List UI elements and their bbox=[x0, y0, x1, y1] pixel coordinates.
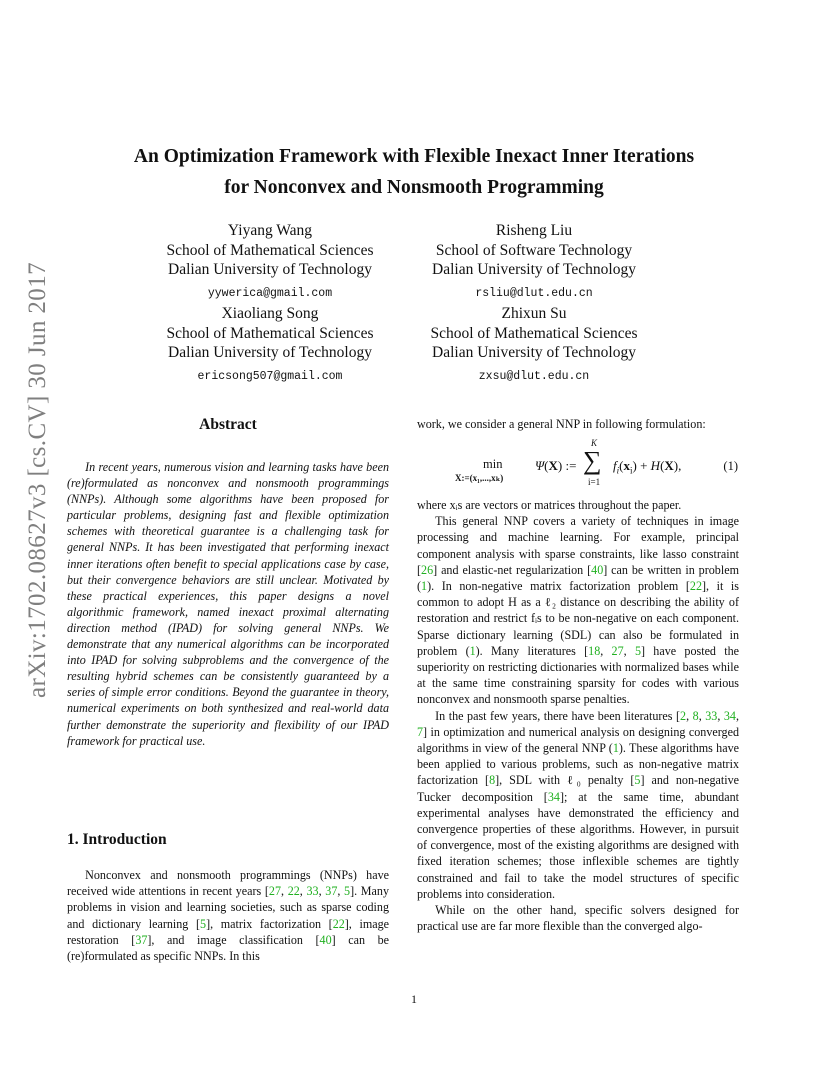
citation-link[interactable]: 34 bbox=[723, 708, 736, 723]
citation-link[interactable]: 33 bbox=[705, 708, 718, 723]
introduction-body bbox=[67, 867, 389, 964]
equation-ref-link[interactable]: 1 bbox=[612, 741, 619, 756]
citation-link[interactable]: 5 bbox=[634, 773, 641, 788]
eq-sum-symbol: ∑ bbox=[583, 446, 602, 475]
author-affiliation: School of Mathematical Sciences bbox=[430, 324, 638, 342]
citation-link[interactable]: 26 bbox=[421, 562, 434, 577]
eq-sum-upper: K bbox=[591, 438, 598, 448]
paragraph: In the past few years, there have been literatures [2, 8, 33, 34, 7] in optimization and numerical analysis on designing converged algorithms in view of the general NNP (1). These algorithms have been applied to various problems, such as non-negative matrix factorization [8], SDL with ℓ₀ penalty [5] and non-negative Tucker decomposition [34]; at the same time, abundant experimental analyses have demonstrated the efficiency and convergence properties of these algorithms. However, in pursuit of convergence, most of the existing algorithms are designed with fixed iteration schemes; those inflexible schemes are tightly constrained and fail to take the model structures of specific problems into consideration. bbox=[417, 708, 740, 901]
citation-link[interactable]: 33 bbox=[306, 884, 319, 899]
citation-link[interactable]: 34 bbox=[547, 789, 560, 804]
citation-link[interactable]: 5 bbox=[200, 916, 207, 931]
eq-rhs: $f_i(x_i) + H(X)$, bbox=[613, 458, 682, 476]
abstract-heading: Abstract bbox=[199, 416, 257, 433]
citation-link[interactable]: 2 bbox=[680, 708, 687, 723]
abstract-body: In recent years, numerous vision and learning tasks have been (re)formulated as nonconvex and nonsmooth programmings (NNPs). Although some algorithms have been proposed for particular problems, designing fast and flexible optimization schemes with theoretical guarantee is a challenging task for general NNPs. It has been investigated that performing inexact inner iterations often benefit to special applications case by case, but their convergence behaviors are still unclear. Motivated by these practical experiences, this paper designs a novel algorithmic framework, named inexact proximal alternating direction method (IPAD) for solving general NNPs. We demonstrate that any numerical algorithms can be incorporated into IPAD for solving subproblems and the convergence of the resulting hybrid schemes can be consistently guaranteed by a series of simple error conditions. Beyond the guarantee in theory, numerical experiments on both synthesized and real-world data further demonstrate the superiority and flexibility of our IPAD framework for practical use. bbox=[67, 460, 389, 748]
author-affiliation: School of Mathematical Sciences bbox=[166, 241, 374, 259]
author-block-3 bbox=[152, 304, 388, 386]
equation-number: (1) bbox=[723, 459, 738, 473]
paragraph: where xᵢs are vectors or matrices throughout the paper. bbox=[417, 498, 682, 512]
author-affiliation: School of Software Technology bbox=[435, 241, 633, 259]
equation-ref-link[interactable]: 1 bbox=[469, 643, 476, 658]
citation-link[interactable]: 37 bbox=[325, 884, 338, 899]
right-column-body bbox=[417, 497, 739, 934]
author-name: Yiyang Wang bbox=[227, 222, 313, 239]
equation-1 bbox=[455, 438, 745, 494]
author-block-2 bbox=[416, 221, 652, 303]
eq-min-operator: min bbox=[483, 457, 503, 471]
author-email: yywerica@gmail.com bbox=[207, 286, 333, 300]
title-line-1: An Optimization Framework with Flexible Inexact Inner Iterations bbox=[133, 146, 695, 167]
eq-lhs: Ψ(X) := bbox=[535, 458, 577, 473]
author-email: rsliu@dlut.edu.cn bbox=[475, 286, 593, 300]
equation-ref-link[interactable]: 1 bbox=[421, 579, 428, 594]
eq-min-subscript: X:=(x₁,...,xₖ) bbox=[455, 473, 504, 483]
citation-link[interactable]: 22 bbox=[332, 916, 345, 931]
paragraph: work, we consider a general NNP in following formulation: bbox=[417, 417, 706, 431]
author-affiliation: Dalian University of Technology bbox=[432, 344, 636, 361]
citation-link[interactable]: 27 bbox=[268, 884, 282, 899]
author-block-4 bbox=[416, 304, 652, 386]
author-affiliation: Dalian University of Technology bbox=[168, 261, 372, 278]
citation-link[interactable]: 7 bbox=[417, 724, 424, 739]
author-affiliation: Dalian University of Technology bbox=[432, 261, 636, 278]
paragraph: While on the other hand, specific solvers designed for practical use are far more flexible than the converged algo- bbox=[417, 903, 739, 934]
author-affiliation: Dalian University of Technology bbox=[168, 344, 372, 361]
citation-link[interactable]: 18 bbox=[588, 643, 601, 658]
citation-link[interactable]: 5 bbox=[344, 884, 351, 899]
citation-link[interactable]: 40 bbox=[591, 562, 604, 577]
citation-link[interactable]: 22 bbox=[689, 579, 702, 594]
author-affiliation: School of Mathematical Sciences bbox=[166, 324, 374, 342]
author-name: Xiaoliang Song bbox=[221, 305, 319, 322]
paragraph: Nonconvex and nonsmooth programmings (NNPs) have received wide attentions in recent years [27, 22, 33, 37, 5]. Many problems in vision and learning societies, such as sparse coding and dictionary learning [5], matrix factorization [22], image restoration [37], and image classification [40] can be (re)formulated as specific NNPs. In this bbox=[67, 868, 390, 964]
paper-title bbox=[0, 141, 828, 203]
citation-link[interactable]: 22 bbox=[287, 884, 300, 899]
author-block-1 bbox=[152, 221, 388, 303]
author-name: Zhixun Su bbox=[501, 305, 567, 322]
introduction-heading: 1. Introduction bbox=[67, 831, 167, 848]
citation-link[interactable]: 5 bbox=[634, 643, 641, 658]
title-line-2: for Nonconvex and Nonsmooth Programming bbox=[224, 177, 604, 198]
paragraph: This general NNP covers a variety of techniques in image processing and machine learning. For example, principal component analysis with sparse constraints, like lasso constraint [26] and elastic-net regularization [40] can be written in problem (1). In non-negative matrix factorization problem [22], it is common to adopt H as a ℓ₂ distance on describing the ability of restoration and restrict fᵢs to be non-negative on each component. Sparse dictionary learning (SDL) can also be formulated in problem (1). Many literatures [18, 27, 5] have posted the superiority on restricting dictionaries with normalized bases while at the same time constraining sparsity for codes with various nonconvex and nonsmooth sparse penalties. bbox=[417, 514, 740, 707]
citation-link[interactable]: 27 bbox=[611, 643, 624, 658]
citation-link[interactable]: 8 bbox=[489, 773, 496, 788]
eq-sum-lower: i=1 bbox=[588, 477, 601, 487]
citation-link[interactable]: 37 bbox=[135, 932, 148, 947]
author-email: zxsu@dlut.edu.cn bbox=[478, 369, 590, 383]
author-email: ericsong507@gmail.com bbox=[197, 369, 343, 383]
author-name: Risheng Liu bbox=[495, 222, 573, 239]
formulation-lead bbox=[417, 416, 739, 432]
citation-link[interactable]: 8 bbox=[692, 708, 699, 723]
arxiv-identifier-stamp: arXiv:1702.08627v3 [cs.CV] 30 Jun 2017 bbox=[24, 261, 51, 699]
citation-link[interactable]: 40 bbox=[319, 932, 332, 947]
page-number: 1 bbox=[411, 992, 417, 1006]
